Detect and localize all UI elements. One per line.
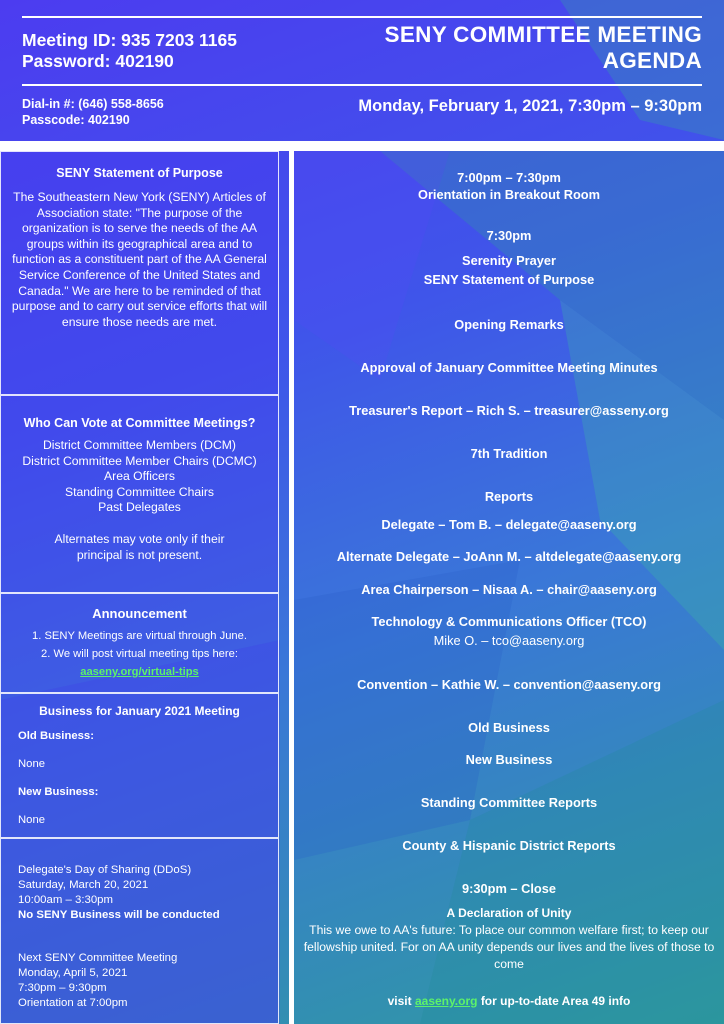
ddos-note: No SENY Business will be conducted [18,909,220,921]
agenda-old-business: Old Business [468,720,550,735]
next-meeting-orientation: Orientation at 7:00pm [18,997,128,1009]
meeting-id: Meeting ID: 935 7203 1165 [22,30,237,50]
agenda-opening: Opening Remarks [454,317,564,332]
agenda-orientation: Orientation in Breakout Room [417,187,600,202]
agenda-standing-reports: Standing Committee Reports [420,795,598,810]
new-business-label: New Business: [18,786,99,798]
unity-text: This we owe to AA's future: To place our common welfare first; to keep our fellowship united. For on AA unity depends our lives and the lives of those to come [303,923,715,971]
list-item: District Committee Member Chairs (DCMC) [22,453,257,468]
list-item: District Committee Members (DCM) [43,438,236,452]
business-box [0,693,279,838]
header-middle-rule [22,84,702,86]
voting-list [1,438,278,516]
list-item: Area Officers [104,469,175,484]
business-heading: Business for January 2021 Meeting [39,704,240,718]
announcement-item-1: 1. SENY Meetings are virtual through June. [32,630,247,642]
agenda-reports: Reports [484,489,534,504]
dial-in-passcode: Passcode: 402190 [22,113,130,127]
agenda-minutes: Approval of January Committee Meeting Minutes [360,360,658,375]
next-meeting-time: 7:30pm – 9:30pm [18,982,107,994]
list-item: Past Delegates [98,500,181,515]
agenda-treasurer: Treasurer's Report – Rich S. – treasurer@asseny.org [349,403,669,418]
purpose-body: The Southeastern New York (SENY) Articles of Association state: "The purpose of the organization is to serve the needs of the AA groups within its geographical area and to function as a constituent part of the AA General Service Conference of the United States and Canada." We are here to be reminded of that purpose and to carry out service efforts that will ensure those needs are met. [11,190,268,329]
ddos-title: Delegate's Day of Sharing (DDoS) [18,864,192,876]
page-title [385,22,702,74]
agenda-orientation-time: 7:00pm – 7:30pm [457,170,561,185]
agenda-start-time: 7:30pm [486,228,532,243]
agenda-column [294,151,724,1024]
old-business-value: None [18,758,46,770]
alternates-note: Alternates may vote only if their principal is not present. [54,531,225,562]
agenda-tco-contact: Mike O. – tco@aaseny.org [433,633,585,648]
old-business-label: Old Business: [18,730,94,742]
new-business-value: None [18,814,46,826]
dial-in-info [22,96,164,128]
list-item: Standing Committee Chairs [64,484,215,499]
agenda-close: 9:30pm – Close [462,881,556,896]
agenda-purpose: SENY Statement of Purpose [423,272,595,287]
website-link[interactable]: aaseny.org [414,994,478,1008]
announcement-heading: Announcement [92,606,187,621]
agenda-convention: Convention – Kathie W. – convention@aaseny.org [357,677,661,692]
announcement-box [0,593,279,693]
voting-heading: Who Can Vote at Committee Meetings? [23,416,256,430]
visit-suffix: for up-to-date Area 49 info [480,994,631,1008]
next-meeting-date: Monday, April 5, 2021 [18,967,128,979]
unity-title: A Declaration of Unity [446,906,572,920]
next-meeting-title: Next SENY Committee Meeting [18,952,178,964]
agenda-new-business: New Business [465,752,553,767]
announcement-item-2: 2. We will post virtual meeting tips here: [41,648,238,660]
meeting-password: Password: 402190 [22,51,174,71]
header-top-rule [22,16,702,18]
meeting-date: Monday, February 1, 2021, 7:30pm – 9:30pm [358,97,702,115]
left-column [0,151,281,1024]
virtual-tips-link[interactable]: aaseny.org/virtual-tips [80,666,199,678]
agenda-tradition: 7th Tradition [470,446,548,461]
agenda-tco-title: Technology & Communications Officer (TCO) [371,614,647,629]
title-line-1: SENY COMMITTEE MEETING [384,22,702,47]
meeting-credentials [22,30,237,72]
purpose-heading: SENY Statement of Purpose [56,166,223,180]
voting-box [0,395,279,593]
visit-line [294,994,724,1008]
title-line-2: AGENDA [602,48,702,73]
dial-in-number: Dial-in #: (646) 558-8656 [22,97,164,111]
ddos-time: 10:00am – 3:30pm [18,894,113,906]
agenda-county-reports: County & Hispanic District Reports [402,838,616,853]
header-divider-band [0,141,724,151]
agenda-prayer: Serenity Prayer [462,253,556,268]
ddos-date: Saturday, March 20, 2021 [18,879,149,891]
agenda-delegate: Delegate – Tom B. – delegate@aaseny.org [381,517,637,532]
events-box [0,838,279,1024]
agenda-chair: Area Chairperson – Nisaa A. – chair@aaseny.org [361,582,657,597]
agenda-alt-delegate: Alternate Delegate – JoAnn M. – altdelegate@aaseny.org [336,549,682,564]
purpose-box [0,151,279,395]
visit-prefix: visit [387,994,412,1008]
